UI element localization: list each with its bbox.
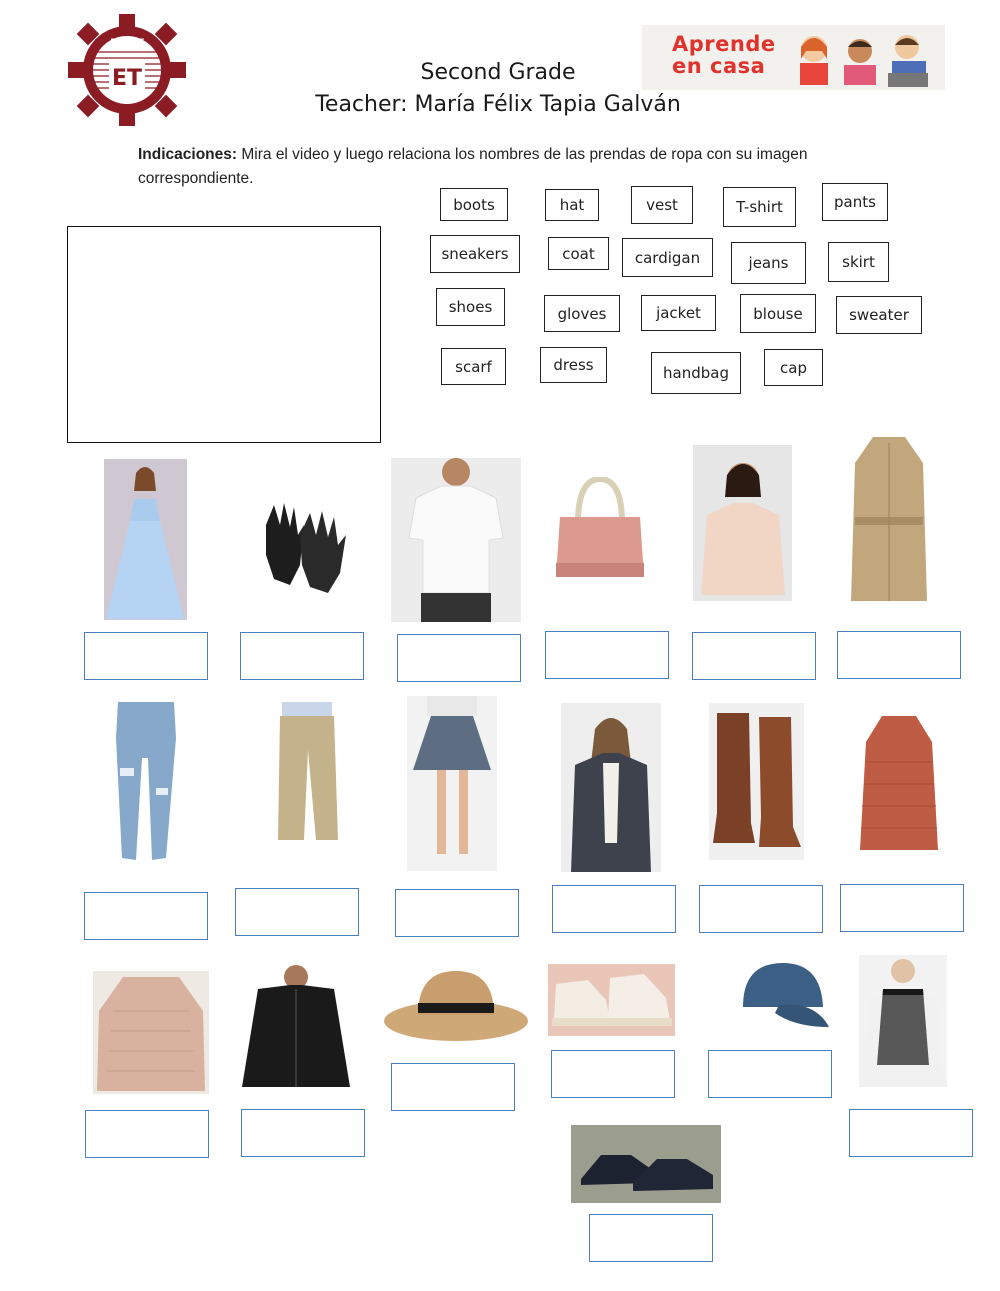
gloves-photo — [260, 495, 348, 595]
word-boots[interactable]: boots — [440, 188, 508, 221]
video-frame[interactable] — [67, 226, 381, 443]
answer-box-cardigan[interactable] — [552, 885, 676, 933]
instructions — [138, 143, 868, 191]
answer-box-cap[interactable] — [708, 1050, 832, 1098]
word-hat[interactable]: hat — [545, 189, 599, 221]
word-tshirt[interactable]: T-shirt — [723, 187, 796, 227]
answer-box-handbag[interactable] — [545, 631, 669, 679]
answer-box-sweater[interactable] — [85, 1110, 209, 1158]
answer-box-hat[interactable] — [391, 1063, 515, 1111]
jeans-photo — [102, 698, 190, 873]
kids-illustration-icon — [792, 27, 942, 89]
word-blouse[interactable]: blouse — [740, 294, 816, 333]
answer-box-boots[interactable] — [699, 885, 823, 933]
answer-box-skirt[interactable] — [395, 889, 519, 937]
word-pants[interactable]: pants — [822, 183, 888, 221]
banner-text-line2: en casa — [672, 54, 766, 78]
coat-photo — [849, 433, 929, 603]
answer-box-blouse[interactable] — [692, 632, 816, 680]
word-dress[interactable]: dress — [540, 347, 607, 383]
answer-box-sneakers[interactable] — [551, 1050, 675, 1098]
sweater-photo — [93, 971, 209, 1094]
dgest-logo — [66, 12, 188, 128]
instructions-label: Indicaciones: — [138, 146, 238, 163]
answer-box-pants[interactable] — [235, 888, 359, 936]
aprende-en-casa-banner — [642, 25, 945, 90]
answer-box-jacket[interactable] — [241, 1109, 365, 1157]
word-jacket[interactable]: jacket — [641, 295, 716, 331]
answer-box-vest[interactable] — [840, 884, 964, 932]
dress-photo — [104, 459, 187, 620]
answer-box-jeans[interactable] — [84, 892, 208, 940]
banner-text-line1: Aprende — [672, 32, 776, 56]
answer-box-shoes[interactable] — [589, 1214, 713, 1262]
word-scarf[interactable]: scarf — [441, 348, 506, 385]
answer-box-scarf[interactable] — [849, 1109, 973, 1157]
teacher-name: Teacher: María Félix Tapia Galván — [315, 92, 681, 117]
tshirt-photo — [391, 458, 521, 622]
pants-photo — [268, 700, 346, 848]
word-sneakers[interactable]: sneakers — [430, 235, 520, 273]
word-skirt[interactable]: skirt — [828, 242, 889, 282]
word-vest[interactable]: vest — [631, 186, 693, 224]
word-cardigan[interactable]: cardigan — [622, 238, 713, 277]
word-jeans[interactable]: jeans — [731, 242, 806, 284]
handbag-photo — [554, 477, 646, 581]
word-coat[interactable]: coat — [548, 237, 609, 270]
sneakers-photo — [548, 964, 675, 1036]
skirt-photo — [407, 696, 497, 871]
page-title: Second Grade — [420, 60, 576, 85]
vest-photo — [856, 712, 942, 854]
cap-photo — [735, 957, 831, 1035]
svg-text:ET: ET — [111, 66, 143, 91]
answer-box-coat[interactable] — [837, 631, 961, 679]
word-shoes[interactable]: shoes — [436, 288, 505, 326]
answer-box-gloves[interactable] — [240, 632, 364, 680]
answer-box-dress[interactable] — [84, 632, 208, 680]
hat-photo — [382, 965, 530, 1045]
word-cap[interactable]: cap — [764, 349, 823, 386]
instructions-text: Mira el video y luego relaciona los nombres de las prendas de ropa con su imagen correspondiente. — [138, 146, 808, 187]
cardigan-photo — [561, 703, 661, 872]
word-handbag[interactable]: handbag — [651, 352, 741, 394]
logo-text: DGEST — [110, 38, 144, 48]
scarf-photo — [859, 955, 947, 1087]
boots-photo — [709, 703, 804, 860]
answer-box-tshirt[interactable] — [397, 634, 521, 682]
word-gloves[interactable]: gloves — [544, 295, 620, 332]
shoes-photo — [571, 1125, 721, 1203]
word-sweater[interactable]: sweater — [836, 296, 922, 334]
jacket-photo — [240, 965, 352, 1087]
blouse-photo — [693, 445, 792, 601]
